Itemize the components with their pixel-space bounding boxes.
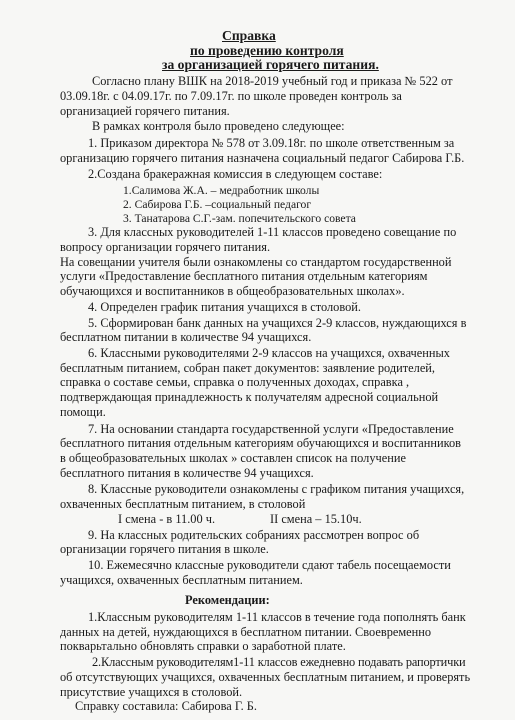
recommendations-heading: Рекомендации: [185, 593, 270, 608]
item-3-line-4: услуги «Предоставление бесплатного питания отдельным категориям [60, 269, 428, 284]
item-5-line-1: 5. Сформирован банк данных на учащихся 2-9 классов, нуждающихся в [88, 315, 467, 330]
item-3-line-1: 3. Для классных руководителей 1-11 классов проведено совещание по [88, 225, 457, 240]
intro-line-1: Согласно плану ВШК на 2018-2019 учебный год и приказа № 522 от [92, 74, 453, 89]
commission-member-2: 2. Сабирова Г.Б. –социальный педагог [123, 197, 312, 211]
recommendation-2-line-2: об отсутствующих учащихся, охваченных бесплатным питанием, и проверять [60, 669, 471, 684]
commission-member-3: 3. Танатарова С.Г.-зам. попечительского совета [123, 211, 356, 225]
signature-line: Справку составила: Сабирова Г. Б. [75, 699, 257, 714]
item-6-line-1: 6. Классными руководителями 2-9 классов на учащихся, охваченных [88, 345, 450, 360]
item-8-line-1: 8. Классные руководители ознакомлены с графиком питания учащихся, [88, 482, 465, 497]
item-9-line-1: 9. На классных родительских собраниях рассмотрен вопрос об [88, 527, 420, 542]
within-control-text: В рамках контроля было проведено следующее: [92, 119, 345, 134]
item-7-line-3: в общеобразовательных школах » составлен список на получение [60, 450, 406, 465]
item-2-text: 2.Создана бракеражная комиссия в следующем составе: [88, 167, 383, 182]
item-6-line-2: бесплатным питанием, собран пакет документов: заявление родителей, [60, 360, 436, 375]
recommendation-1-line-3: покварьтально обновлять справки о заработной плате. [60, 639, 346, 654]
item-6-line-4: подтверждающая принадлежность к получателям адресной социальной [60, 390, 439, 405]
recommendation-2-line-1: 2.Классным руководителям1-11 классов ежедневно подавать рапортички [92, 655, 466, 670]
item-1-line-1: 1. Приказом директора № 578 от 3.09.18г. по школе ответственным за [88, 135, 455, 150]
recommendation-1-line-2: данных на детей, нуждающихся в бесплатном питании. Своевременно [60, 624, 432, 639]
item-3-line-3: На совещании учителя были ознакомлены со стандартом государственной [60, 254, 452, 269]
intro-line-3: организацией горячего питания. [60, 103, 230, 118]
shift-2-time: II смена – 15.10ч. [270, 511, 362, 526]
item-4-text: 4. Определен график питания учащихся в столовой. [88, 299, 361, 314]
item-3-line-5: обучающихся и воспитанников в общеобразовательных школах». [60, 284, 405, 299]
item-5-line-2: бесплатном питании в количестве 94 учащихся. [60, 330, 312, 345]
item-10-line-2: учащихся, охваченных бесплатным питанием. [60, 572, 303, 587]
item-6-line-3: справка о составе семьи, справка о полученных доходах, справка , [60, 375, 410, 390]
item-1-line-2: организацию горячего питания назначена социальный педагог Сабирова Г.Б. [60, 150, 465, 165]
recommendation-2-line-3: присутствие учащихся в столовой. [60, 684, 243, 699]
item-10-line-1: 10. Ежемесячно классные руководители сдают табель посещаемости [88, 557, 451, 572]
item-6-line-5: помощи. [60, 404, 106, 419]
item-3-line-2: вопросу организации горячего питания. [60, 239, 271, 254]
shift-1-time: I смена - в 11.00 ч. [118, 511, 216, 526]
document-title: Справка [222, 28, 276, 43]
item-8-line-2: охваченных бесплатным питанием, в столовой [60, 497, 306, 512]
item-7-line-1: 7. На основании стандарта государственной услуги «Предоставление [88, 421, 454, 436]
commission-member-1: 1.Салимова Ж.А. – медработник школы [123, 184, 320, 198]
item-7-line-2: бесплатного питания отдельным категориям обучающихся и воспитанников [60, 436, 461, 451]
item-7-line-4: бесплатного питания в количестве 94 учащихся. [60, 465, 314, 480]
recommendation-1-line-1: 1.Классным руководителям 1-11 классов в течение года пополнять банк [88, 609, 466, 624]
item-9-line-2: организации горячего питания в школе. [60, 542, 269, 557]
document-subtitle-line-2: за организацией горячего питания. [162, 57, 379, 73]
document-subtitle-line-1: по проведению контроля [190, 42, 344, 58]
intro-line-2: 03.09.18г. с 04.09.17г. по 7.09.17г. по школе проведен контроль за [60, 88, 402, 103]
